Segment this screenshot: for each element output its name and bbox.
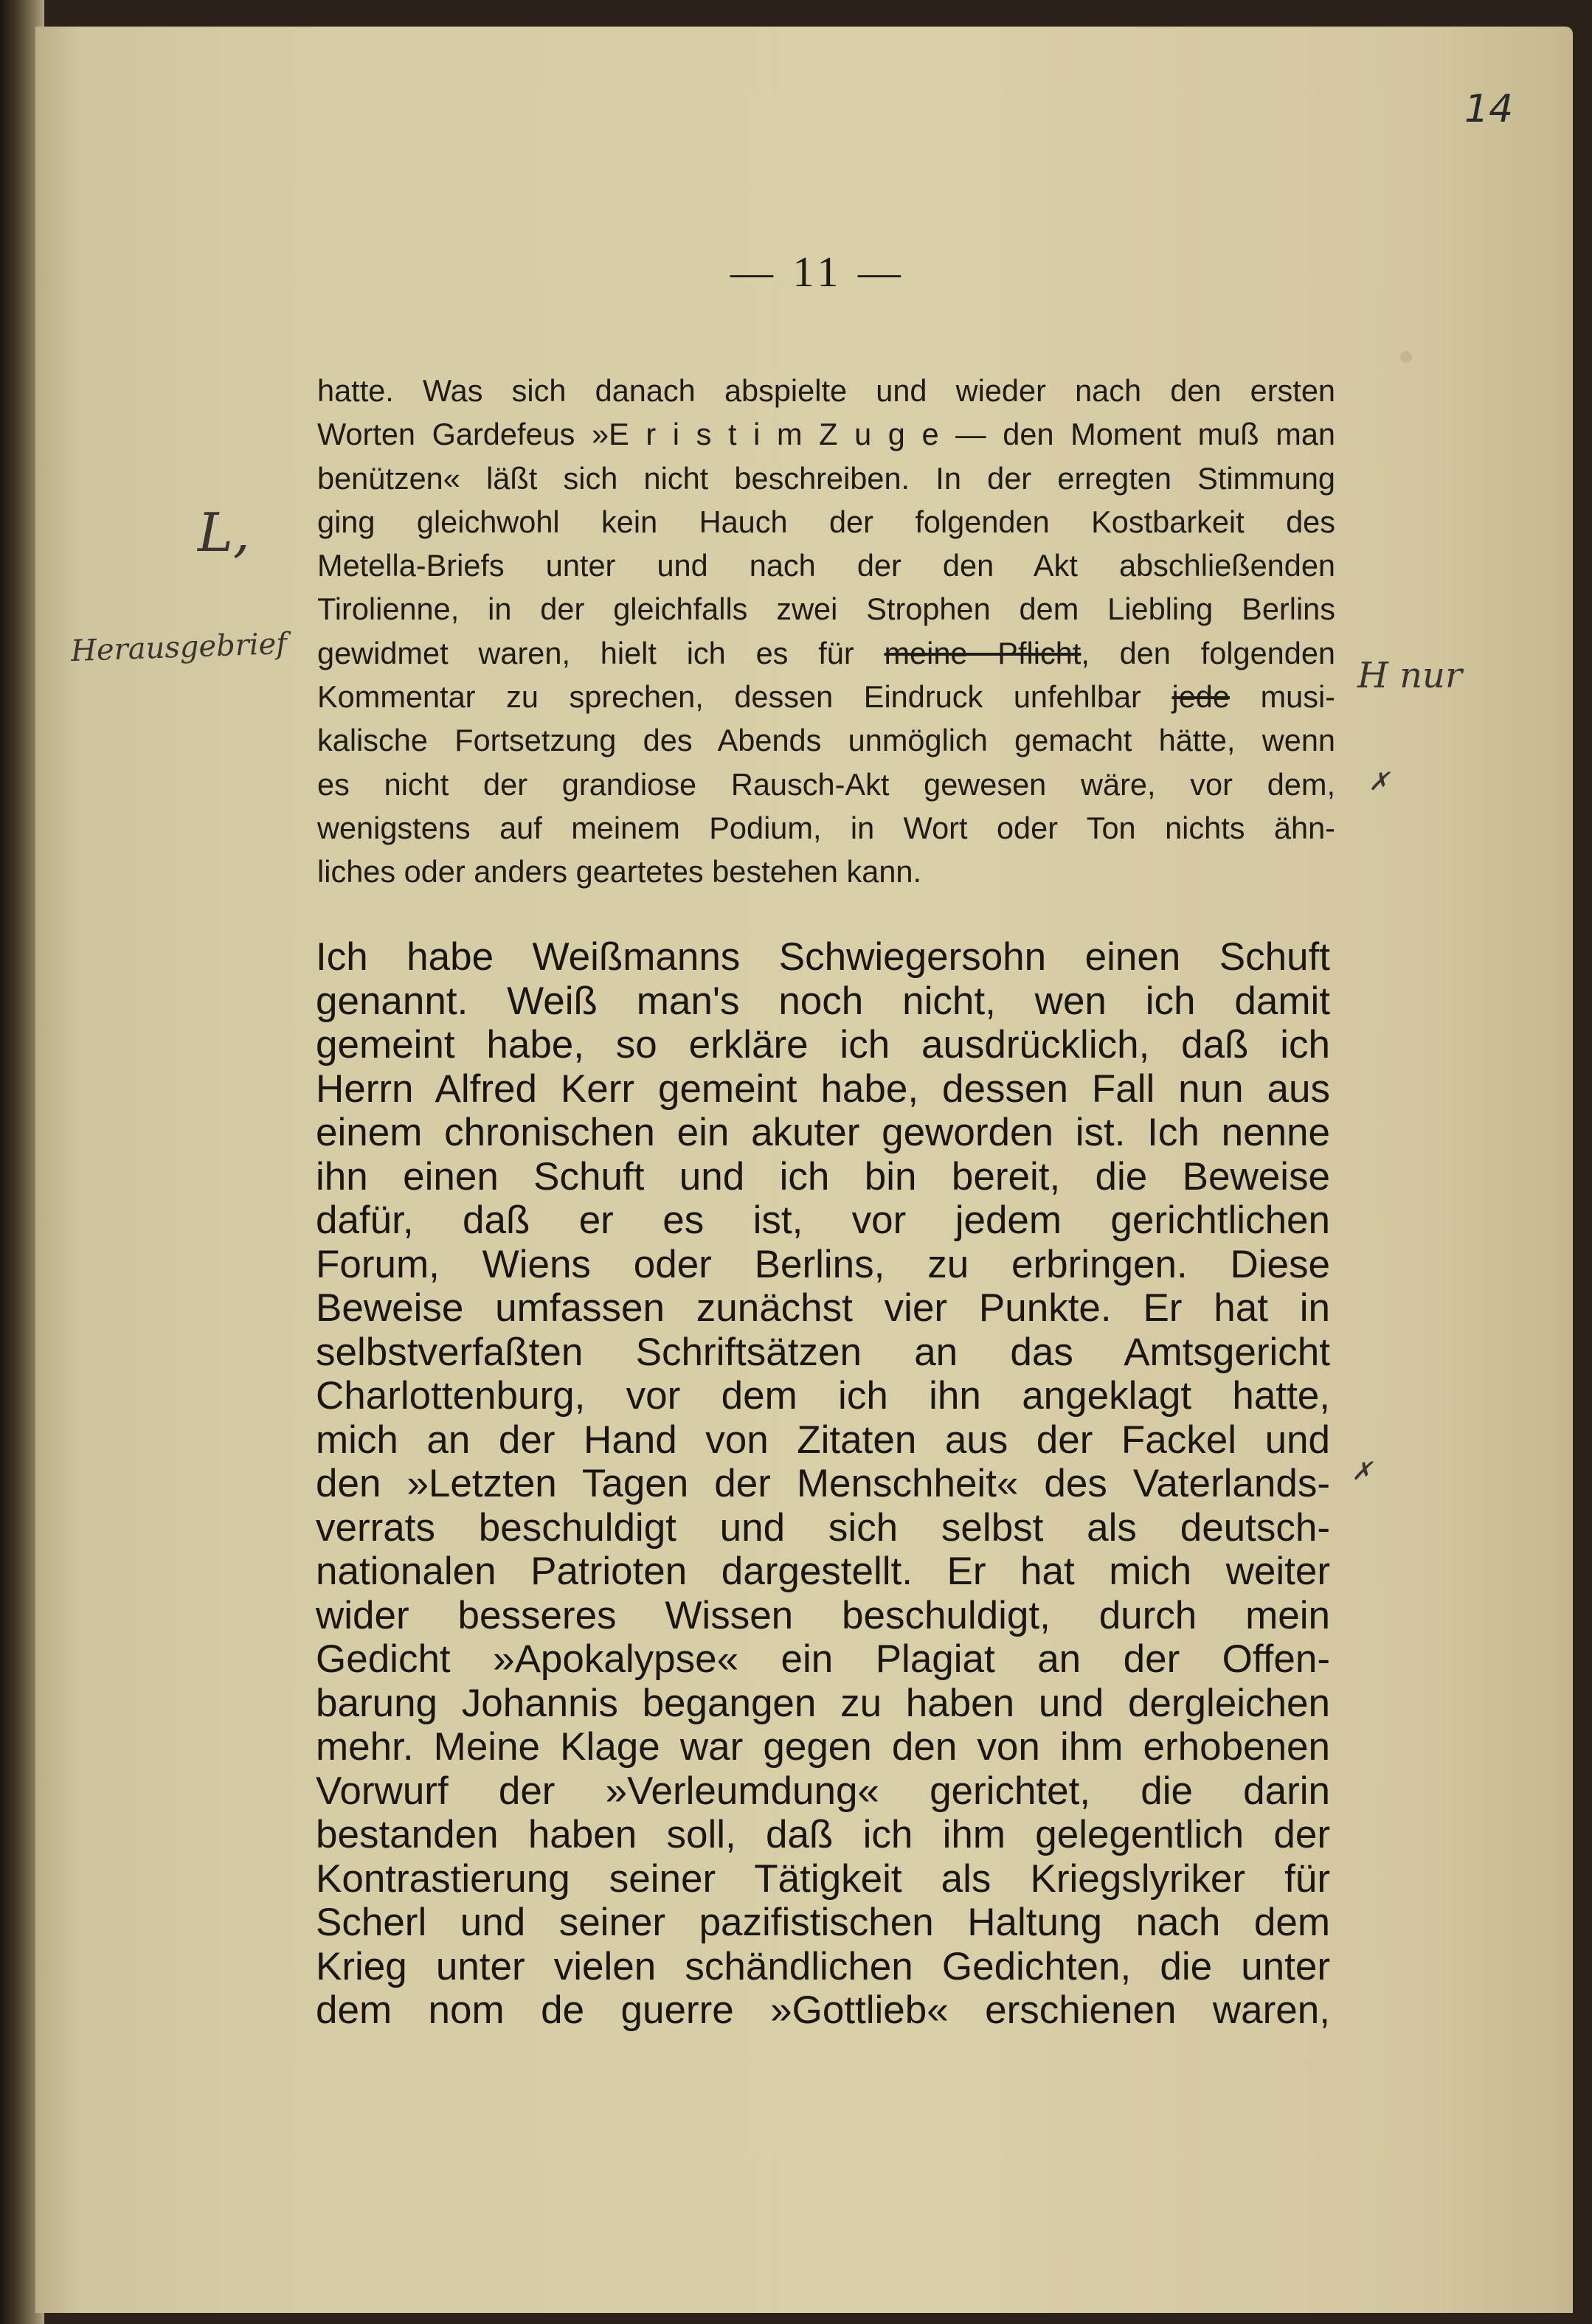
text-line: dem nom de guerre »Gottlieb« erschienen waren, [316,1988,1330,2032]
text-line: Forum, Wiens oder Berlins, zu erbringen. Diese [316,1242,1330,1286]
text-line: Tirolienne, in der gleichfalls zwei Strophen dem Liebling Berlins [317,592,1335,627]
text-line: gemeint habe, so erkläre ich ausdrücklich, daß ich [316,1023,1330,1066]
text-line: bestanden haben soll, daß ich ihm gelegentlich der [316,1813,1330,1856]
folio-number: 14 [1464,87,1514,131]
text-line: Kontrastierung seiner Tätigkeit als Kriegslyriker für [316,1856,1330,1901]
text-line: benützen« läßt sich nicht beschreiben. In der erregten Stimmung [317,460,1335,496]
text-line: barung Johannis begangen zu haben und dergleichen [316,1681,1330,1725]
text-fragment: gewidmet waren, hielt ich es für [317,635,854,670]
text-line-with-deletion [317,675,1335,718]
text-line: ihn einen Schuft und ich bin bereit, die Beweise [316,1154,1330,1199]
text-fragment: Kommentar zu sprechen, dessen Eindruck unfehlbar [317,679,1141,715]
text-line: Metella-Briefs unter und nach der den Akt abschließenden [317,548,1335,583]
text-line: mich an der Hand von Zitaten aus der Fackel und [316,1418,1330,1462]
handwritten-margin-note: H nur [1357,655,1462,696]
text-fragment: , den folgenden [1081,635,1336,670]
text-line: hatte. Was sich danach abspielte und wieder nach den ersten [317,373,1335,408]
text-line-with-deletion [317,631,1335,675]
paragraph-small-print [317,369,1335,894]
text-line: Krieg unter vielen schändlichen Gedichten, die unter [316,1944,1330,1988]
handwritten-margin-note: L, [198,502,250,563]
text-line: Charlottenburg, vor dem ich ihn angeklagt hatte, [316,1374,1330,1418]
text-line: wenigstens auf meinem Podium, in Wort oder Ton nichts ähn- [317,810,1335,845]
text-line: den »Letzten Tagen der Menschheit« des Vaterlands- [316,1462,1330,1505]
text-line: Beweise umfassen zunächst vier Punkte. Er hat in [316,1286,1330,1330]
struck-text: meine Pflicht [884,635,1081,670]
handwritten-mark: ✗ [1352,1457,1373,1486]
text-line: nationalen Patrioten dargestellt. Er hat mich weiter [316,1550,1330,1593]
text-line: dafür, daß er es ist, vor jedem gerichtlichen [316,1199,1330,1242]
text-line: Scherl und seiner pazifistischen Haltung nach dem [316,1901,1330,1944]
paper-spot [1400,351,1412,363]
text-line: Vorwurf der »Verleumdung« gerichtet, die darin [316,1769,1330,1813]
page-number: — 11 — [730,248,905,296]
text-line: Worten Gardefeus »E r i s t i m Z u g e — den Moment muß man [317,417,1335,452]
struck-text: jede [1171,679,1230,715]
text-line: Herrn Alfred Kerr gemeint habe, dessen Fall nun aus [316,1066,1330,1111]
paragraph-main [316,935,1330,2033]
text-fragment: musi- [1229,679,1336,715]
text-line: Gedicht »Apokalypse« ein Plagiat an der Offen- [316,1637,1330,1681]
handwritten-mark: ✗ [1368,767,1390,797]
text-line: Ich habe Weißmanns Schwiegersohn einen Schuft [316,935,1330,979]
text-line: es nicht der grandiose Rausch-Akt gewesen wäre, vor dem, [317,766,1335,802]
handwritten-margin-note: Herausgebrief [70,626,288,669]
text-line: genannt. Weiß man's noch nicht, wen ich damit [316,979,1330,1023]
text-line: verrats beschuldigt und sich selbst als deutsch- [316,1505,1330,1550]
text-line: ging gleichwohl kein Hauch der folgenden Kostbarkeit des [317,504,1335,539]
text-line: wider besseres Wissen beschuldigt, durch mein [316,1593,1330,1637]
text-line: liches oder anders geartetes bestehen kann. [317,854,922,889]
text-line: mehr. Meine Klage war gegen den von ihm erhobenen [316,1725,1330,1769]
text-line: kalische Fortsetzung des Abends unmöglich gemacht hätte, wenn [317,723,1335,758]
text-line: selbstverfaßten Schriftsätzen an das Amtsgericht [316,1330,1330,1374]
text-line: einem chronischen ein akuter geworden ist. Ich nenne [316,1111,1330,1154]
